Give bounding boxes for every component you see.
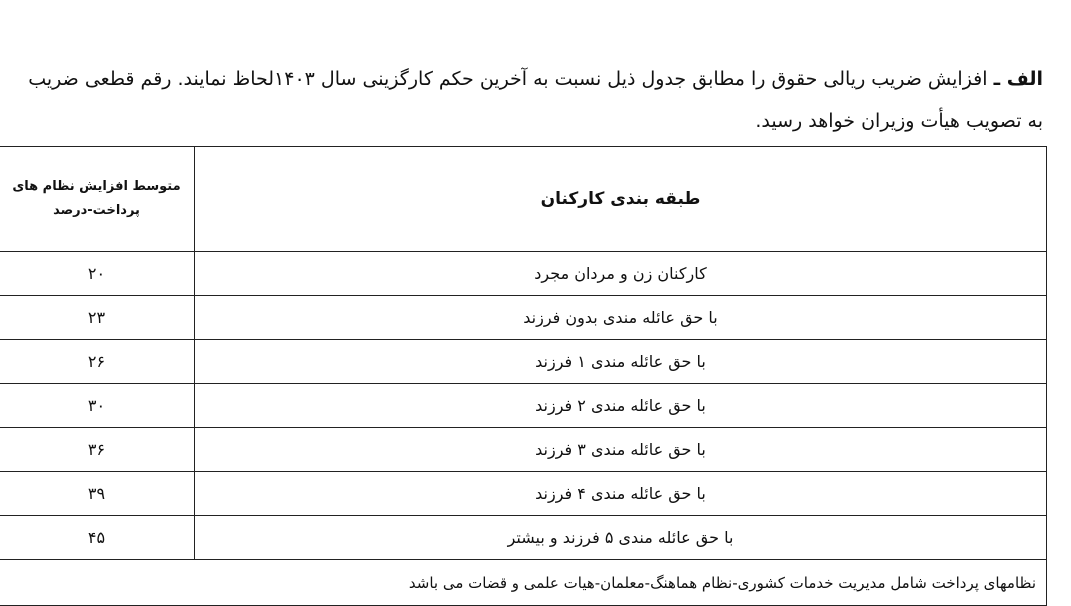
salary-increase-table (0, 146, 1047, 606)
intro-lead: الف ـ (993, 68, 1043, 90)
table-row (0, 472, 1047, 516)
row-category: کارکنان زن و مردان مجرد (195, 252, 1047, 296)
table-row (0, 296, 1047, 340)
table-footer-note: نظامهای پرداخت شامل مدیریت خدمات کشوری-نظام هماهنگ-معلمان-هیات علمی و قضات می باشد (0, 560, 1047, 606)
row-category: با حق عائله مندی ۵ فرزند و بیشتر (195, 516, 1047, 560)
table-footer-row (0, 560, 1047, 606)
header-category: طبقه بندی کارکنان (195, 147, 1047, 252)
table-row (0, 340, 1047, 384)
row-percent: ۲۶ (0, 340, 195, 384)
row-category: با حق عائله مندی ۱ فرزند (195, 340, 1047, 384)
table-wrapper (0, 146, 1047, 606)
table-row (0, 252, 1047, 296)
table-row (0, 516, 1047, 560)
row-percent: ۲۳ (0, 296, 195, 340)
table-row (0, 384, 1047, 428)
intro-paragraph (13, 58, 1043, 142)
row-category: با حق عائله مندی ۳ فرزند (195, 428, 1047, 472)
row-category: با حق عائله مندی ۴ فرزند (195, 472, 1047, 516)
row-percent: ۳۹ (0, 472, 195, 516)
table-row (0, 428, 1047, 472)
row-category: با حق عائله مندی ۲ فرزند (195, 384, 1047, 428)
row-percent: ۳۶ (0, 428, 195, 472)
row-percent: ۳۰ (0, 384, 195, 428)
table-header-row (0, 147, 1047, 252)
row-percent: ۴۵ (0, 516, 195, 560)
row-category: با حق عائله مندی بدون فرزند (195, 296, 1047, 340)
intro-text: افزایش ضریب ریالی حقوق را مطابق جدول ذیل نسبت به آخرین حکم کارگزینی سال ۱۴۰۳لحاظ نمایند. رقم قطعی ضریب به تصویب هیأت وزیران خواهد رسید. (28, 68, 1043, 132)
header-percent: متوسط افزایش نظام های پرداخت-درصد (0, 147, 195, 252)
row-percent: ۲۰ (0, 252, 195, 296)
